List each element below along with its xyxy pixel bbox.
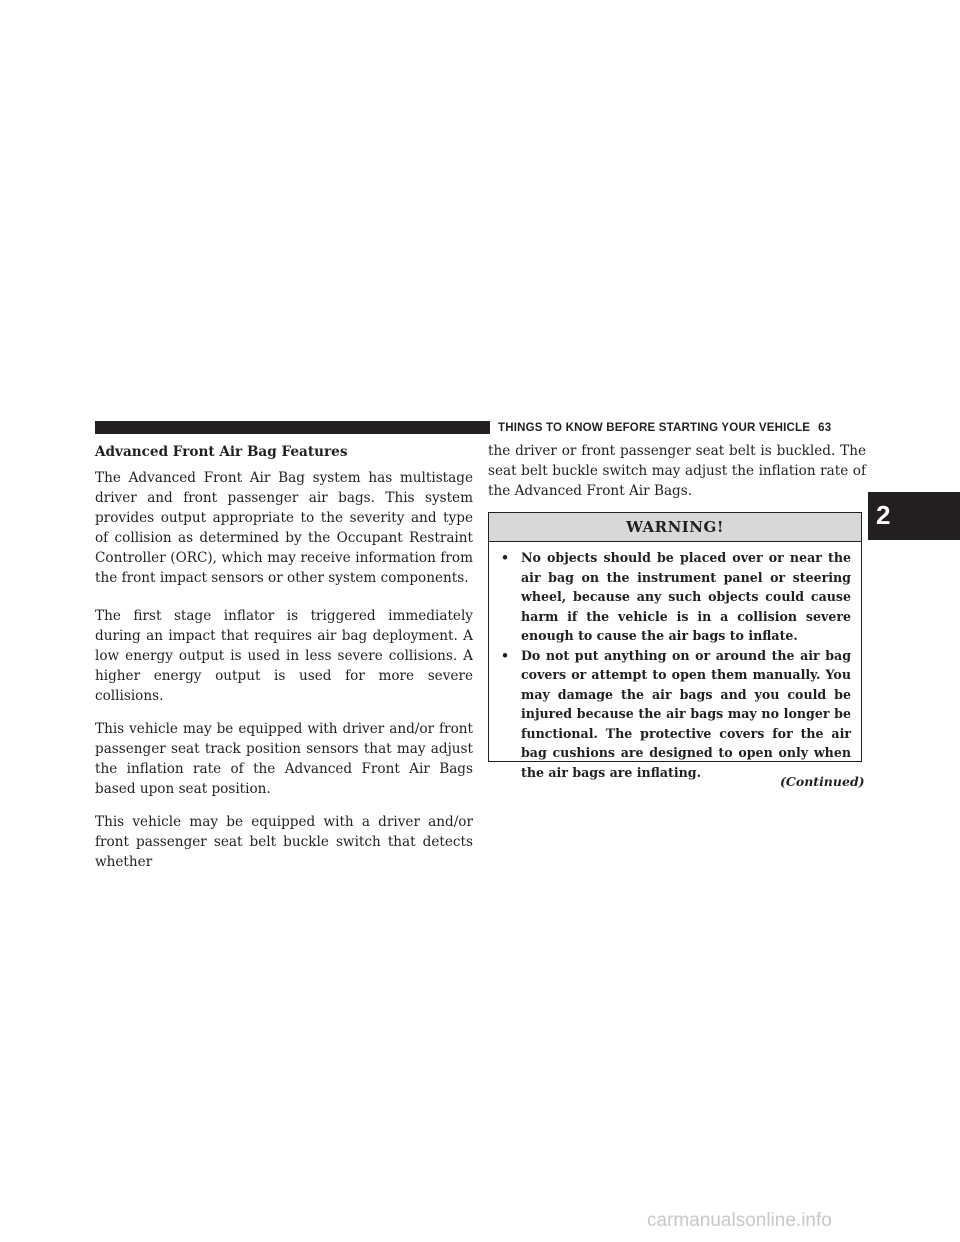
warning-item-text: No objects should be placed over or near the air bag on the instrument panel or steering wheel, because any such objects could cause harm if the vehicle is in a collision severe enough to cause the air bags to inflate. (521, 550, 851, 643)
chapter-tab (868, 492, 960, 540)
warning-item-text: Do not put anything on or around the air bag covers or attempt to open them manually. You may damage the air bags and you could be injured because the air bags may no longer be functional. The protective covers for the air bag cushions are designed to open only when the air bags are inflating. (521, 647, 851, 780)
page-number: 63 (818, 422, 832, 434)
warning-box (488, 512, 862, 780)
paragraph-2: The first stage inflator is triggered immediately during an impact that requires air bag deployment. A low energy output is used in less severe collisions. A higher energy output is used for more severe collisions. (95, 608, 473, 704)
section-heading: Advanced Front Air Bag Features (95, 444, 348, 460)
chapter-number: 2 (876, 500, 891, 530)
warning-title: WARNING! (489, 513, 861, 542)
paragraph-continued: the driver or front passenger seat belt is buckled. The seat belt buckle switch may adjust the inflation rate of the Advanced Front Air Bags. (488, 443, 866, 499)
left-column (95, 441, 473, 885)
header-rule (95, 421, 490, 434)
warning-item (501, 646, 851, 783)
watermark-text: carmanualsonline.info (647, 1210, 832, 1231)
paragraph-1: The Advanced Front Air Bag system has multistage driver and front passenger air bags. This system provides output appropriate to the severity and type of collision as determined by the Occupant Restraint Controller (ORC), which may receive information from the front impact sensors or other system components. (95, 470, 473, 586)
running-header (498, 421, 831, 435)
paragraph-4: This vehicle may be equipped with a driver and/or front passenger seat belt buckle switch that detects whether (95, 814, 473, 870)
section-title: THINGS TO KNOW BEFORE STARTING YOUR VEHICLE (498, 422, 811, 434)
continued-label: (Continued) (780, 774, 865, 789)
paragraph-3: This vehicle may be equipped with driver and/or front passenger seat track position sensors that may adjust the inflation rate of the Advanced Front Air Bags based upon seat position. (95, 721, 473, 797)
warning-item (501, 548, 851, 646)
bullet-icon: • (501, 550, 510, 565)
warning-list (489, 542, 861, 782)
bullet-icon: • (501, 647, 510, 663)
right-column (488, 441, 866, 514)
